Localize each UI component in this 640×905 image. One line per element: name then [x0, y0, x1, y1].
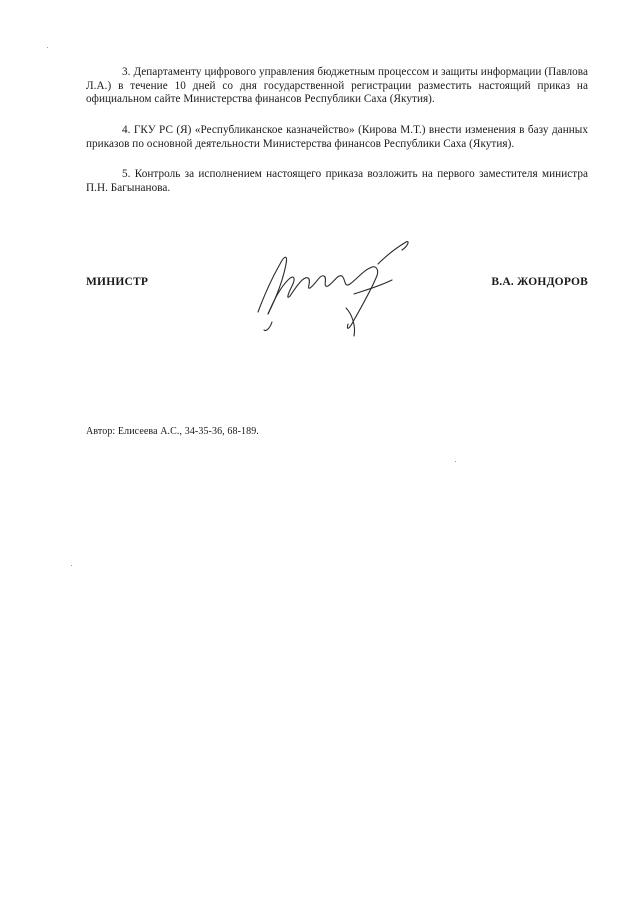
handwritten-signature [250, 234, 415, 344]
paragraph-4: 4. ГКУ РС (Я) «Республиканское казначейство» (Кирова М.Т.) внести изменения в базу данных приказов по основной деятельности Министерства финансов Республики Саха (Якутия). [86, 124, 588, 150]
paragraph-5: 5. Контроль за исполнением настоящего приказа возложить на первого заместителя министра П.Н. Багынанова. [86, 168, 588, 194]
scan-speck [455, 461, 456, 462]
scan-speck [71, 565, 72, 566]
paragraph-3: 3. Департаменту цифрового управления бюджетным процессом и защиты информации (Павлова Л.А.) в течение 10 дней со дня государственной регистрации разместить настоящий приказ на официальном сайте Министерства финансов Республики Саха (Якутия). [86, 66, 588, 106]
scan-speck [47, 47, 48, 48]
signatory-name: В.А. ЖОНДОРОВ [491, 276, 588, 288]
signatory-title: МИНИСТР [86, 276, 149, 288]
author-line: Автор: Елисеева А.С., 34-35-36, 68-189. [86, 426, 259, 437]
